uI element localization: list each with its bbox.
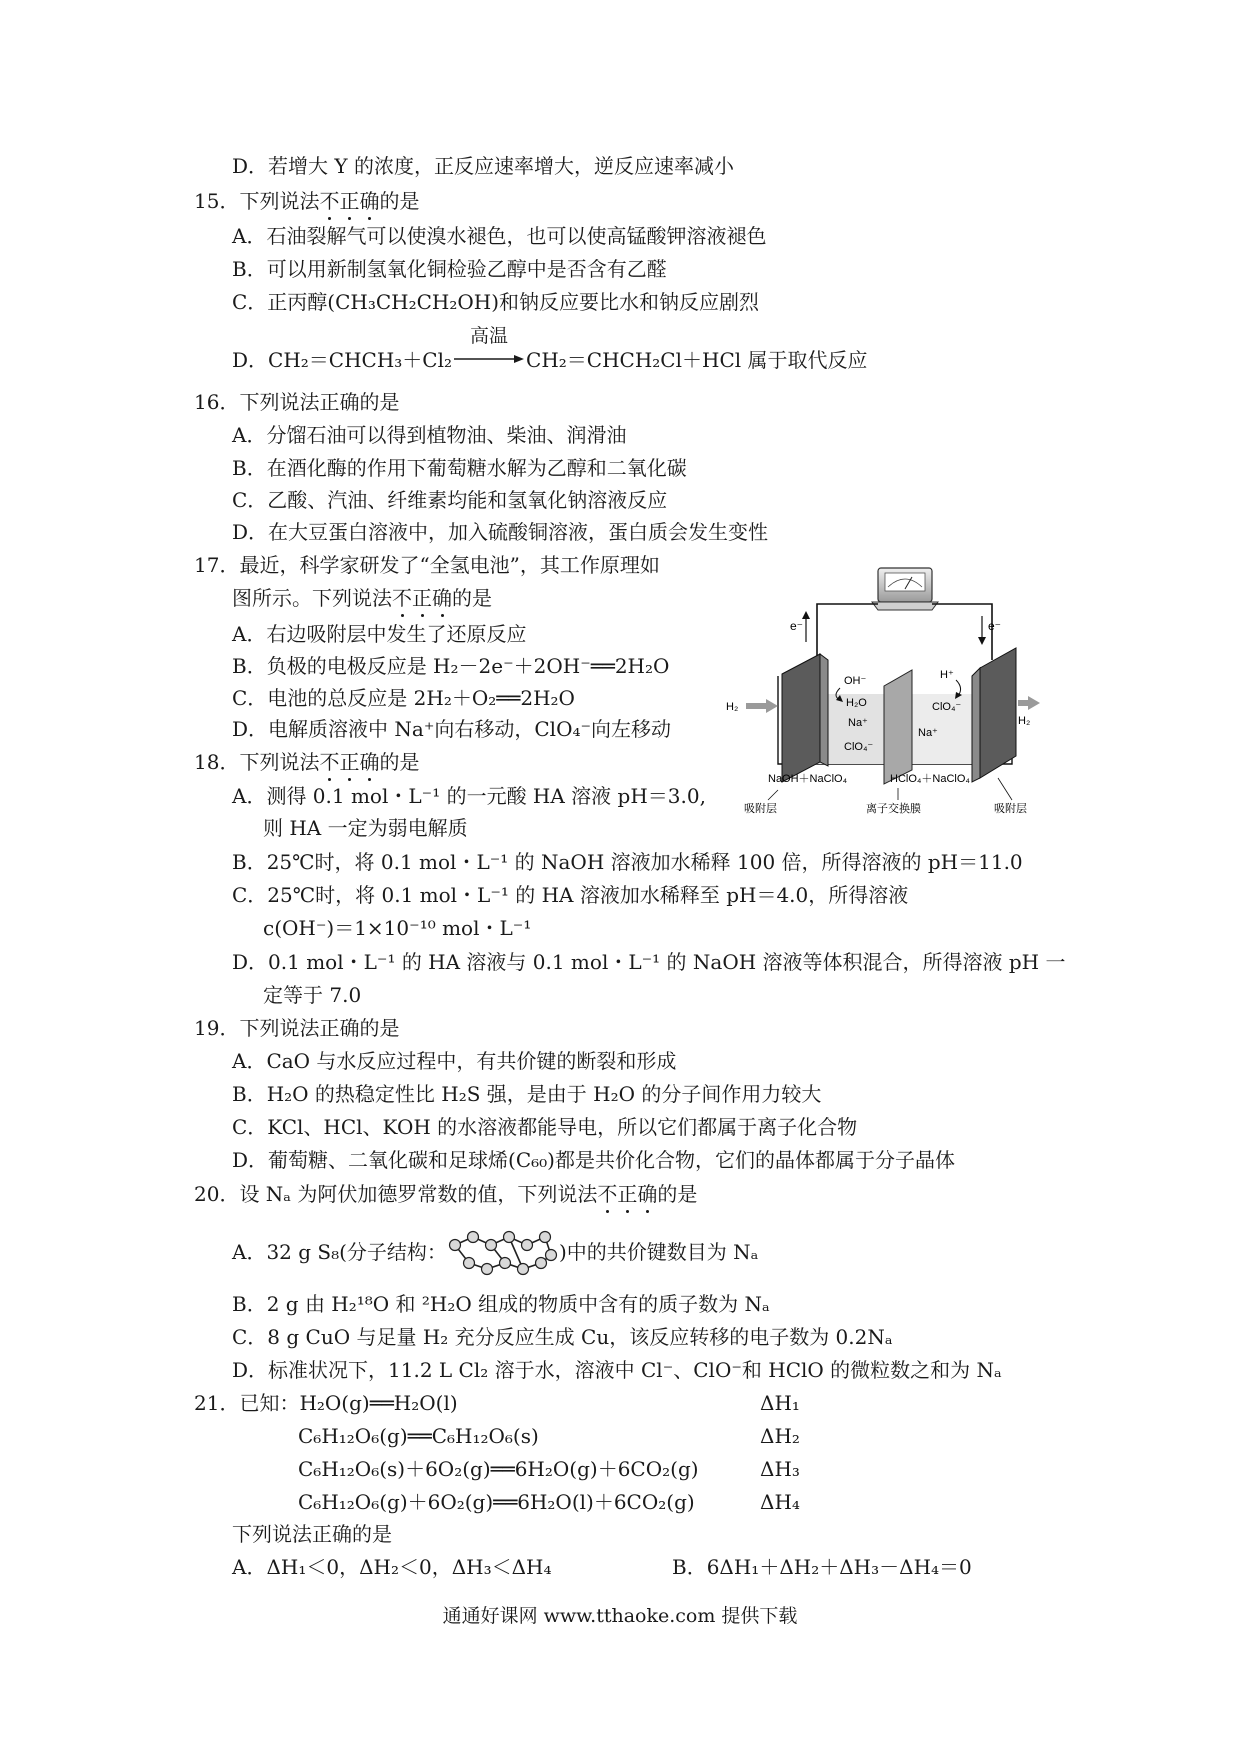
q19-option-c: C．KCl、HCl、KOH 的水溶液都能导电，所以它们都属于离子化合物 bbox=[232, 1115, 858, 1139]
electron-label-left: e⁻ bbox=[790, 619, 804, 633]
q18-option-a-line-1: A．测得 0.1 mol・L⁻¹ 的一元酸 HA 溶液 pH＝3.0, bbox=[232, 784, 706, 808]
q18-option-d-line-2: 定等于 7.0 bbox=[263, 983, 362, 1007]
s8-structure-icon bbox=[447, 1238, 559, 1266]
q18-stem-emphasis-2: 正 bbox=[339, 750, 360, 774]
adsorption-layer-left-label: 吸附层 bbox=[744, 803, 777, 815]
q20-stem-pre: 20．设 Nₐ 为阿伏加德罗常数的值，下列说法 bbox=[194, 1182, 598, 1206]
water-label: H₂O bbox=[846, 697, 867, 709]
q17-stem-emphasis-1: 不 bbox=[392, 586, 412, 610]
q15-option-a: A．石油裂解气可以使溴水褪色，也可以使高锰酸钾溶液褪色 bbox=[232, 224, 767, 248]
membrane-label: 离子交换膜 bbox=[866, 803, 921, 815]
electron-arrow-left bbox=[802, 611, 810, 642]
electron-arrow-right bbox=[978, 616, 986, 645]
q21-option-b: B．6ΔH₁＋ΔH₂＋ΔH₃－ΔH₄＝0 bbox=[672, 1555, 972, 1579]
galvanometer-icon bbox=[872, 568, 938, 610]
ion-oh-label: OH⁻ bbox=[844, 675, 867, 687]
q17-stem-line-2 bbox=[232, 584, 492, 612]
q16-option-d: D．在大豆蛋白溶液中，加入硫酸铜溶液，蛋白质会发生变性 bbox=[232, 520, 769, 544]
q15-option-d-reactants: D．CH₂＝CHCH₃＋Cl₂ bbox=[232, 348, 453, 372]
q15-option-d-products: CH₂＝CHCH₂Cl＋HCl 属于取代反应 bbox=[526, 348, 868, 372]
adsorption-layer-left bbox=[782, 654, 828, 782]
q16-option-c: C．乙酸、汽油、纤维素均能和氢氧化钠溶液反应 bbox=[232, 488, 668, 512]
q21-stem: 下列说法正确的是 bbox=[232, 1522, 392, 1546]
q19-option-d: D．葡萄糖、二氧化碳和足球烯(C₆₀)都是共价化合物，它们的晶体都属于分子晶体 bbox=[232, 1148, 955, 1172]
q17-option-a: A．右边吸附层中发生了还原反应 bbox=[232, 622, 527, 646]
q17-option-d: D．电解质溶液中 Na⁺向右移动，ClO₄⁻向左移动 bbox=[232, 717, 672, 741]
q18-option-d-line-1: D．0.1 mol・L⁻¹ 的 HA 溶液与 0.1 mol・L⁻¹ 的 NaOH 溶液等体积混合，所得溶液 pH 一 bbox=[232, 950, 1066, 974]
q15-stem-pre: 15．下列说法 bbox=[194, 189, 320, 213]
ion-clo4-right-label: ClO₄⁻ bbox=[932, 701, 962, 713]
q15-stem-post: 的是 bbox=[379, 189, 420, 213]
q18-stem-emphasis-1: 不 bbox=[319, 750, 340, 774]
reaction-arrow bbox=[452, 325, 526, 374]
q15-stem-emphasis-3: 确 bbox=[359, 189, 380, 213]
h2-inlet-label: H₂ bbox=[726, 701, 739, 713]
q19-stem: 19．下列说法正确的是 bbox=[194, 1016, 400, 1040]
adsorption-layer-right bbox=[972, 648, 1016, 782]
q17-stem-post: 的是 bbox=[452, 586, 492, 610]
h2-outlet-arrow-icon bbox=[1018, 696, 1040, 710]
q21-dh1: ΔH₁ bbox=[760, 1391, 800, 1415]
solution-right-label: HClO₄＋NaClO₄ bbox=[890, 773, 970, 785]
q17-option-c: C．电池的总反应是 2H₂＋O₂══2H₂O bbox=[232, 686, 575, 710]
ion-na-right-label: Na⁺ bbox=[918, 727, 938, 739]
ion-h-label: H⁺ bbox=[940, 669, 954, 681]
ion-exchange-membrane bbox=[884, 670, 912, 784]
q17-stem-pre: 图所示。下列说法 bbox=[232, 586, 392, 610]
q19-option-a: A．CaO 与水反应过程中，有共价键的断裂和形成 bbox=[232, 1049, 677, 1073]
h2-outlet-label: H₂ bbox=[1018, 715, 1031, 727]
q18-option-c-line-2: c(OH⁻)＝1×10⁻¹⁰ mol・L⁻¹ bbox=[263, 916, 532, 940]
q15-stem bbox=[194, 187, 419, 215]
ion-na-left-label: Na⁺ bbox=[848, 717, 868, 729]
electron-label-right: e⁻ bbox=[988, 619, 1002, 633]
q18-stem bbox=[194, 748, 419, 776]
q15-option-b: B．可以用新制氢氧化铜检验乙醇中是否含有乙醛 bbox=[232, 257, 667, 281]
q20-stem bbox=[194, 1180, 697, 1208]
q15-option-d bbox=[232, 325, 868, 374]
solution-left-label: NaOH＋NaClO₄ bbox=[768, 773, 848, 785]
q16-option-a: A．分馏石油可以得到植物油、柴油、润滑油 bbox=[232, 423, 627, 447]
adsorption-layer-right-label: 吸附层 bbox=[994, 803, 1027, 815]
reaction-condition: 高温 bbox=[470, 325, 509, 347]
q18-option-b: B．25℃时，将 0.1 mol・L⁻¹ 的 NaOH 溶液加水稀释 100 倍，所得溶液的 pH＝11.0 bbox=[232, 850, 1023, 874]
q21-dh2: ΔH₂ bbox=[760, 1424, 800, 1448]
h2-inlet-arrow-icon bbox=[746, 699, 778, 713]
q19-option-b: B．H₂O 的热稳定性比 H₂S 强，是由于 H₂O 的分子间作用力较大 bbox=[232, 1082, 822, 1106]
q21-option-a: A．ΔH₁＜0，ΔH₂＜0，ΔH₃＜ΔH₄ bbox=[232, 1555, 552, 1579]
q20-option-a bbox=[232, 1238, 758, 1266]
q17-stem-emphasis-2: 正 bbox=[412, 586, 432, 610]
q20-option-c: C．8 g CuO 与足量 H₂ 充分反应生成 Cu，该反应转移的电子数为 0.2Nₐ bbox=[232, 1325, 893, 1349]
battery-diagram bbox=[722, 556, 1042, 816]
q18-stem-pre: 18．下列说法 bbox=[194, 750, 320, 774]
q20-stem-emphasis-3: 确 bbox=[637, 1182, 658, 1206]
q20-stem-post: 的是 bbox=[657, 1182, 698, 1206]
q20-stem-emphasis-2: 正 bbox=[617, 1182, 638, 1206]
q16-option-b: B．在酒化酶的作用下葡萄糖水解为乙醇和二氧化碳 bbox=[232, 456, 687, 480]
q20-option-d: D．标准状况下，11.2 L Cl₂ 溶于水，溶液中 Cl⁻、ClO⁻和 HClO 的微粒数之和为 Nₐ bbox=[232, 1358, 1002, 1382]
q17-stem-emphasis-3: 确 bbox=[432, 586, 452, 610]
q20-option-a-post: )中的共价键数目为 Nₐ bbox=[558, 1240, 759, 1264]
q15-option-c: C．正丙醇(CH₃CH₂CH₂OH)和钠反应要比水和钠反应剧烈 bbox=[232, 290, 760, 314]
arrow-icon bbox=[452, 346, 526, 374]
q20-stem-emphasis-1: 不 bbox=[597, 1182, 618, 1206]
q21-equation-1: 21．已知：H₂O(g)══H₂O(l) bbox=[194, 1391, 458, 1415]
q14-option-d: D．若增大 Y 的浓度，正反应速率增大，逆反应速率减小 bbox=[232, 154, 734, 178]
q21-equation-2: C₆H₁₂O₆(g)══C₆H₁₂O₆(s) bbox=[298, 1424, 539, 1448]
ion-clo4-left-label: ClO₄⁻ bbox=[844, 741, 874, 753]
q18-stem-emphasis-3: 确 bbox=[359, 750, 380, 774]
q16-stem: 16．下列说法正确的是 bbox=[194, 390, 400, 414]
q15-stem-emphasis-2: 正 bbox=[339, 189, 360, 213]
q21-equation-3: C₆H₁₂O₆(s)＋6O₂(g)══6H₂O(g)＋6CO₂(g) bbox=[298, 1457, 699, 1481]
q20-option-b: B．2 g 由 H₂¹⁸O 和 ²H₂O 组成的物质中含有的质子数为 Nₐ bbox=[232, 1292, 770, 1316]
q17-stem-line-1: 17．最近，科学家研发了“全氢电池”，其工作原理如 bbox=[194, 553, 660, 577]
q17-option-b: B．负极的电极反应是 H₂－2e⁻＋2OH⁻══2H₂O bbox=[232, 654, 670, 678]
q18-option-c-line-1: C．25℃时，将 0.1 mol・L⁻¹ 的 HA 溶液加水稀释至 pH＝4.0，所得溶液 bbox=[232, 883, 909, 907]
q21-equation-4: C₆H₁₂O₆(g)＋6O₂(g)══6H₂O(l)＋6CO₂(g) bbox=[298, 1490, 695, 1514]
q21-dh4: ΔH₄ bbox=[760, 1490, 800, 1514]
q15-stem-emphasis-1: 不 bbox=[319, 189, 340, 213]
q21-dh3: ΔH₃ bbox=[760, 1457, 800, 1481]
q20-option-a-pre: A．32 g S₈(分子结构： bbox=[232, 1240, 447, 1264]
q18-option-a-line-2: 则 HA 一定为弱电解质 bbox=[263, 816, 468, 840]
q18-stem-post: 的是 bbox=[379, 750, 420, 774]
page-footer: 通通好课网 www.tthaoke.com 提供下载 bbox=[442, 1605, 798, 1627]
